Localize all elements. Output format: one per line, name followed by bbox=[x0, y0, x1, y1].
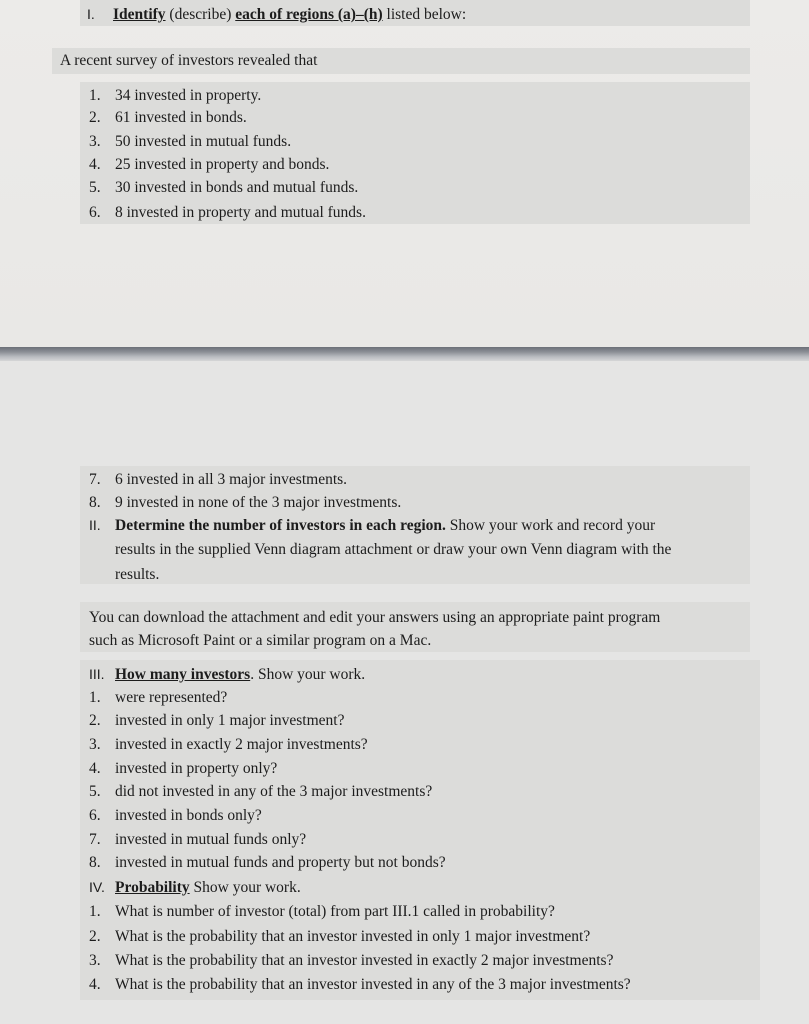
part1-tail: listed below: bbox=[382, 6, 467, 23]
part4-title: Probability bbox=[115, 879, 190, 896]
survey-item-num: 2. bbox=[89, 109, 101, 126]
question-item bbox=[89, 806, 262, 826]
survey-item-text: 9 invested in none of the 3 major investments. bbox=[115, 494, 402, 511]
page-separator bbox=[0, 347, 809, 361]
question-item bbox=[89, 711, 344, 731]
part4-numeral: IV. bbox=[89, 879, 105, 895]
part2-line2: results in the supplied Venn diagram attachment or draw your own Venn diagram with the bbox=[115, 541, 672, 558]
part2-numeral: II. bbox=[89, 517, 101, 533]
probability-num: 2. bbox=[89, 928, 101, 945]
survey-item bbox=[89, 86, 261, 106]
part2-line3: results. bbox=[115, 566, 160, 583]
download-note-line2: such as Microsoft Paint or a similar program on a Mac. bbox=[89, 632, 432, 649]
probability-num: 1. bbox=[89, 903, 101, 920]
part4-tail: Show your work. bbox=[189, 879, 301, 896]
probability-item bbox=[89, 927, 590, 947]
question-item bbox=[89, 782, 432, 802]
question-text: invested in mutual funds and property but not bonds? bbox=[115, 854, 446, 871]
survey-item-text: 50 invested in mutual funds. bbox=[115, 133, 292, 150]
probability-num: 4. bbox=[89, 976, 101, 993]
survey-item-text: 61 invested in bonds. bbox=[115, 109, 247, 126]
probability-num: 3. bbox=[89, 952, 101, 969]
question-item bbox=[89, 830, 306, 850]
probability-text: What is number of investor (total) from part III.1 called in probability? bbox=[115, 903, 555, 920]
part3-numeral: III. bbox=[89, 666, 105, 682]
survey-item-num: 6. bbox=[89, 204, 101, 221]
survey-item-text: 8 invested in property and mutual funds. bbox=[115, 204, 366, 221]
part1-bold1: Identify bbox=[113, 6, 166, 23]
download-note-line1: You can download the attachment and edit your answers using an appropriate paint program bbox=[89, 609, 661, 626]
survey-item-num: 5. bbox=[89, 179, 101, 196]
part3-heading bbox=[89, 664, 365, 685]
question-num: 8. bbox=[89, 854, 101, 871]
probability-item bbox=[89, 951, 613, 971]
survey-item-num: 8. bbox=[89, 494, 101, 511]
survey-item-text: 6 invested in all 3 major investments. bbox=[115, 471, 348, 488]
survey-item bbox=[89, 470, 347, 490]
part2-line1 bbox=[89, 515, 655, 536]
survey-item-num: 4. bbox=[89, 156, 101, 173]
part1-mid: (describe) bbox=[165, 6, 236, 23]
survey-item bbox=[89, 132, 291, 152]
question-num: 6. bbox=[89, 807, 101, 824]
survey-item-num: 3. bbox=[89, 133, 101, 150]
question-num: 3. bbox=[89, 736, 101, 753]
question-item bbox=[89, 853, 446, 873]
survey-item-text: 34 invested in property. bbox=[115, 87, 262, 104]
probability-text: What is the probability that an investor invested in exactly 2 major investments? bbox=[115, 952, 614, 969]
part1-heading bbox=[87, 4, 466, 25]
question-item bbox=[89, 759, 277, 779]
question-text: did not invested in any of the 3 major investments? bbox=[115, 783, 433, 800]
probability-item bbox=[89, 902, 555, 922]
survey-item-num: 1. bbox=[89, 87, 101, 104]
question-num: 5. bbox=[89, 783, 101, 800]
part4-heading bbox=[89, 877, 301, 898]
question-num: 1. bbox=[89, 689, 101, 706]
question-num: 4. bbox=[89, 760, 101, 777]
question-item bbox=[89, 688, 227, 708]
survey-item bbox=[89, 155, 329, 175]
survey-item-text: 30 invested in bonds and mutual funds. bbox=[115, 179, 359, 196]
part2-rest: Show your work and record your bbox=[445, 517, 656, 534]
question-text: were represented? bbox=[115, 689, 228, 706]
survey-item bbox=[89, 108, 247, 128]
part3-title: How many investors bbox=[115, 666, 251, 683]
question-text: invested in bonds only? bbox=[115, 807, 262, 824]
probability-item bbox=[89, 975, 631, 995]
question-text: invested in property only? bbox=[115, 760, 278, 777]
probability-text: What is the probability that an investor invested in only 1 major investment? bbox=[115, 928, 591, 945]
part3-tail: . Show your work. bbox=[250, 666, 366, 683]
survey-item bbox=[89, 493, 401, 513]
survey-item bbox=[89, 203, 366, 223]
question-num: 2. bbox=[89, 712, 101, 729]
survey-item-text: 25 invested in property and bonds. bbox=[115, 156, 330, 173]
part1-numeral: I. bbox=[87, 6, 95, 22]
question-item bbox=[89, 735, 368, 755]
question-text: invested in only 1 major investment? bbox=[115, 712, 345, 729]
question-text: invested in mutual funds only? bbox=[115, 831, 307, 848]
survey-item-num: 7. bbox=[89, 471, 101, 488]
intro-text: A recent survey of investors revealed that bbox=[60, 52, 318, 69]
question-num: 7. bbox=[89, 831, 101, 848]
probability-text: What is the probability that an investor invested in any of the 3 major investments? bbox=[115, 976, 631, 993]
question-text: invested in exactly 2 major investments? bbox=[115, 736, 368, 753]
part2-bold: Determine the number of investors in each region. bbox=[115, 517, 446, 534]
part1-bold2: each of regions (a)–(h) bbox=[235, 6, 383, 23]
survey-item bbox=[89, 178, 358, 198]
